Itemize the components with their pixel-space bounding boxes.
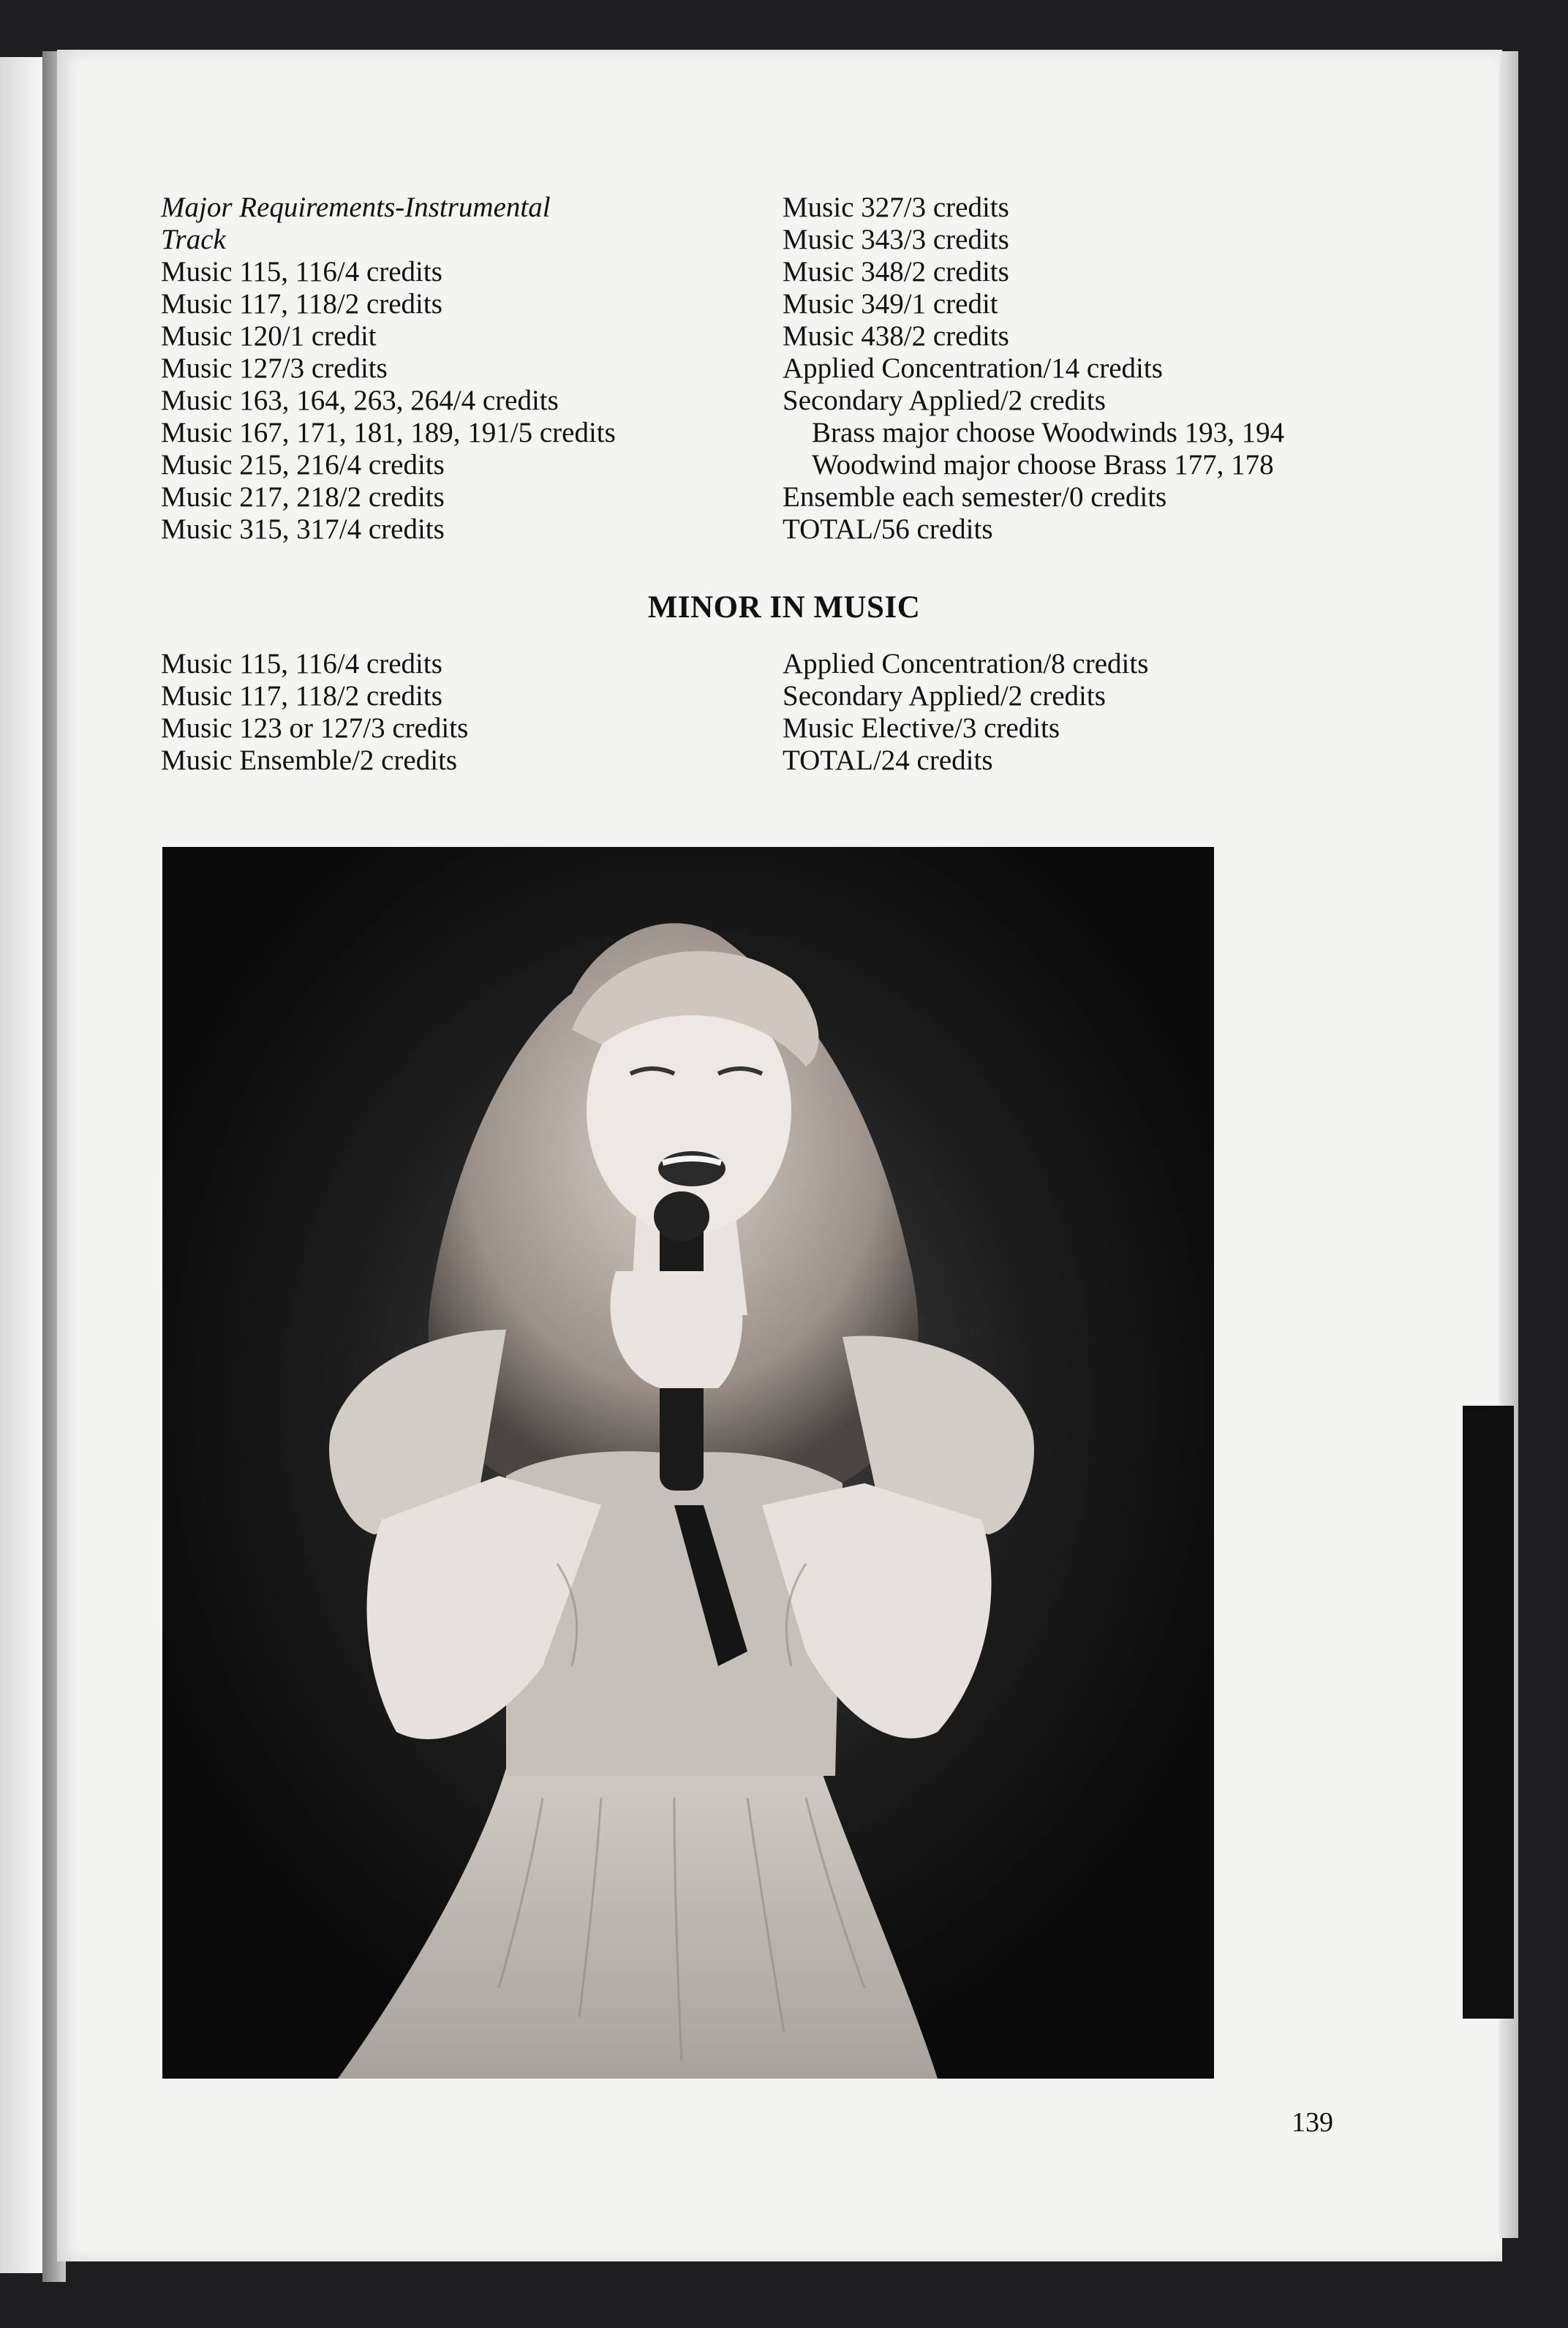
requirement-line: TOTAL/24 credits (783, 745, 993, 776)
requirement-line: Music Ensemble/2 credits (161, 745, 458, 776)
requirement-line: Music 127/3 credits (161, 353, 388, 384)
requirement-line: Woodwind major choose Brass 177, 178 (812, 449, 1274, 481)
requirement-line: Music 343/3 credits (783, 224, 1009, 255)
requirement-line: Music Elective/3 credits (783, 712, 1060, 744)
requirement-line: Music 215, 216/4 credits (161, 449, 445, 481)
requirement-line: Secondary Applied/2 credits (783, 385, 1106, 416)
minor-requirements-left-column (161, 648, 468, 777)
requirement-line: Music 163, 164, 263, 264/4 credits (161, 385, 559, 416)
requirement-line: Music 327/3 credits (783, 192, 1009, 223)
requirement-line: Music 438/2 credits (783, 320, 1009, 352)
requirement-line: Music 349/1 credit (783, 288, 998, 320)
requirement-line: Music 348/2 credits (783, 256, 1009, 287)
minor-heading: MINOR IN MUSIC (647, 590, 921, 625)
requirement-line: Applied Concentration/8 credits (783, 648, 1149, 679)
requirement-line: Track (161, 224, 226, 255)
minor-requirements-right-column (783, 648, 1148, 777)
requirement-line: Applied Concentration/14 credits (783, 353, 1163, 384)
requirement-line: Music 115, 116/4 credits (161, 256, 442, 287)
requirement-line: Music 117, 118/2 credits (161, 680, 442, 712)
page-number: 139 (1292, 2107, 1333, 2138)
major-requirements-right-column (783, 192, 1284, 546)
singer-photo (162, 847, 1214, 2079)
requirement-line: Music 120/1 credit (161, 320, 377, 352)
major-requirements-left-column (161, 192, 616, 546)
requirement-line: Music 167, 171, 181, 189, 191/5 credits (161, 417, 616, 448)
requirement-line: Music 217, 218/2 credits (161, 481, 445, 513)
requirement-line: Brass major choose Woodwinds 193, 194 (812, 417, 1285, 448)
requirement-line: Secondary Applied/2 credits (783, 680, 1106, 712)
requirement-line: Music 123 or 127/3 credits (161, 712, 469, 744)
requirement-line: Major Requirements-Instrumental (161, 192, 551, 223)
requirement-line: Music 315, 317/4 credits (161, 513, 445, 545)
requirement-line: Music 117, 118/2 credits (161, 288, 442, 320)
singer-illustration (162, 847, 1214, 2079)
requirement-line: Ensemble each semester/0 credits (783, 481, 1167, 513)
requirement-line: TOTAL/56 credits (783, 513, 993, 545)
requirement-line: Music 115, 116/4 credits (161, 648, 442, 679)
